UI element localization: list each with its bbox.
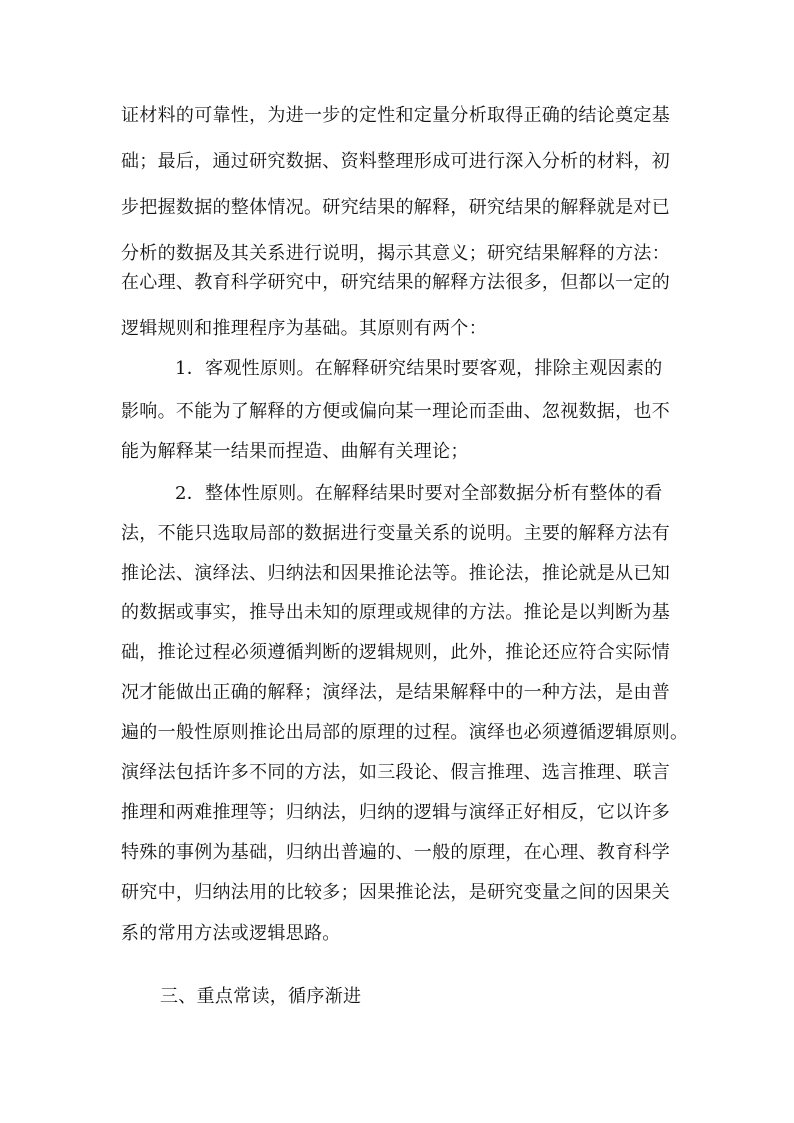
paragraph-line: 础，推论过程必须遵循判断的逻辑规则，此外，推论还应符合实际情 [121, 642, 670, 663]
paragraph-line: 研究中，归纳法用的比较多；因果推论法，是研究变量之间的因果关 [121, 882, 670, 903]
paragraph-line: 特殊的事例为基础，归纳出普遍的、一般的原理，在心理、教育科学 [121, 842, 670, 863]
paragraph-line: 影响。不能为了解释的方便或偏向某一理论而歪曲、忽视数据，也不 [121, 401, 670, 422]
principle-1-line: 1．客观性原则。在解释研究结果时要客观，排除主观因素的 [175, 358, 663, 379]
paragraph-line: 况才能做出正确的解释；演绎法，是结果解释中的一种方法，是由普 [121, 682, 670, 703]
paragraph-line: 能为解释某一结果而捏造、曲解有关理论； [121, 441, 469, 462]
principle-2-line: 2．整体性原则。在解释结果时要对全部数据分析有整体的看 [175, 483, 663, 504]
paragraph-line: 在心理、教育科学研究中，研究结果的解释方法很多，但都以一定的 [121, 272, 670, 293]
paragraph-line: 证材料的可靠性，为进一步的定性和定量分析取得正确的结论奠定基 [121, 105, 670, 126]
paragraph-line: 法，不能只选取局部的数据进行变量关系的说明。主要的解释方法有 [121, 523, 670, 544]
paragraph-line: 推理和两难推理等；归纳法，归纳的逻辑与演绎正好相反，它以许多 [121, 802, 670, 823]
paragraph-line: 的数据或事实，推导出未知的原理或规律的方法。推论是以判断为基 [121, 602, 670, 623]
paragraph-line: 演绎法包括许多不同的方法，如三段论、假言推理、选言推理、联言 [121, 762, 670, 783]
paragraph-line: 遍的一般性原则推论出局部的原理的过程。演绎也必须遵循逻辑原则。 [121, 722, 689, 743]
paragraph-line: 逻辑规则和推理程序为基础。其原则有两个： [121, 318, 487, 339]
section-heading: 三、重点常读，循序渐进 [160, 986, 362, 1007]
paragraph-line: 推论法、演绎法、归纳法和因果推论法等。推论法，推论就是从已知 [121, 563, 670, 584]
paragraph-line: 础；最后，通过研究数据、资料整理形成可进行深入分析的材料，初 [121, 151, 670, 172]
paragraph-line: 分析的数据及其关系进行说明，揭示其意义；研究结果解释的方法： [121, 243, 670, 264]
paragraph-line: 步把握数据的整体情况。研究结果的解释，研究结果的解释就是对已 [121, 197, 670, 218]
paragraph-line: 系的常用方法或逻辑思路。 [121, 923, 341, 944]
